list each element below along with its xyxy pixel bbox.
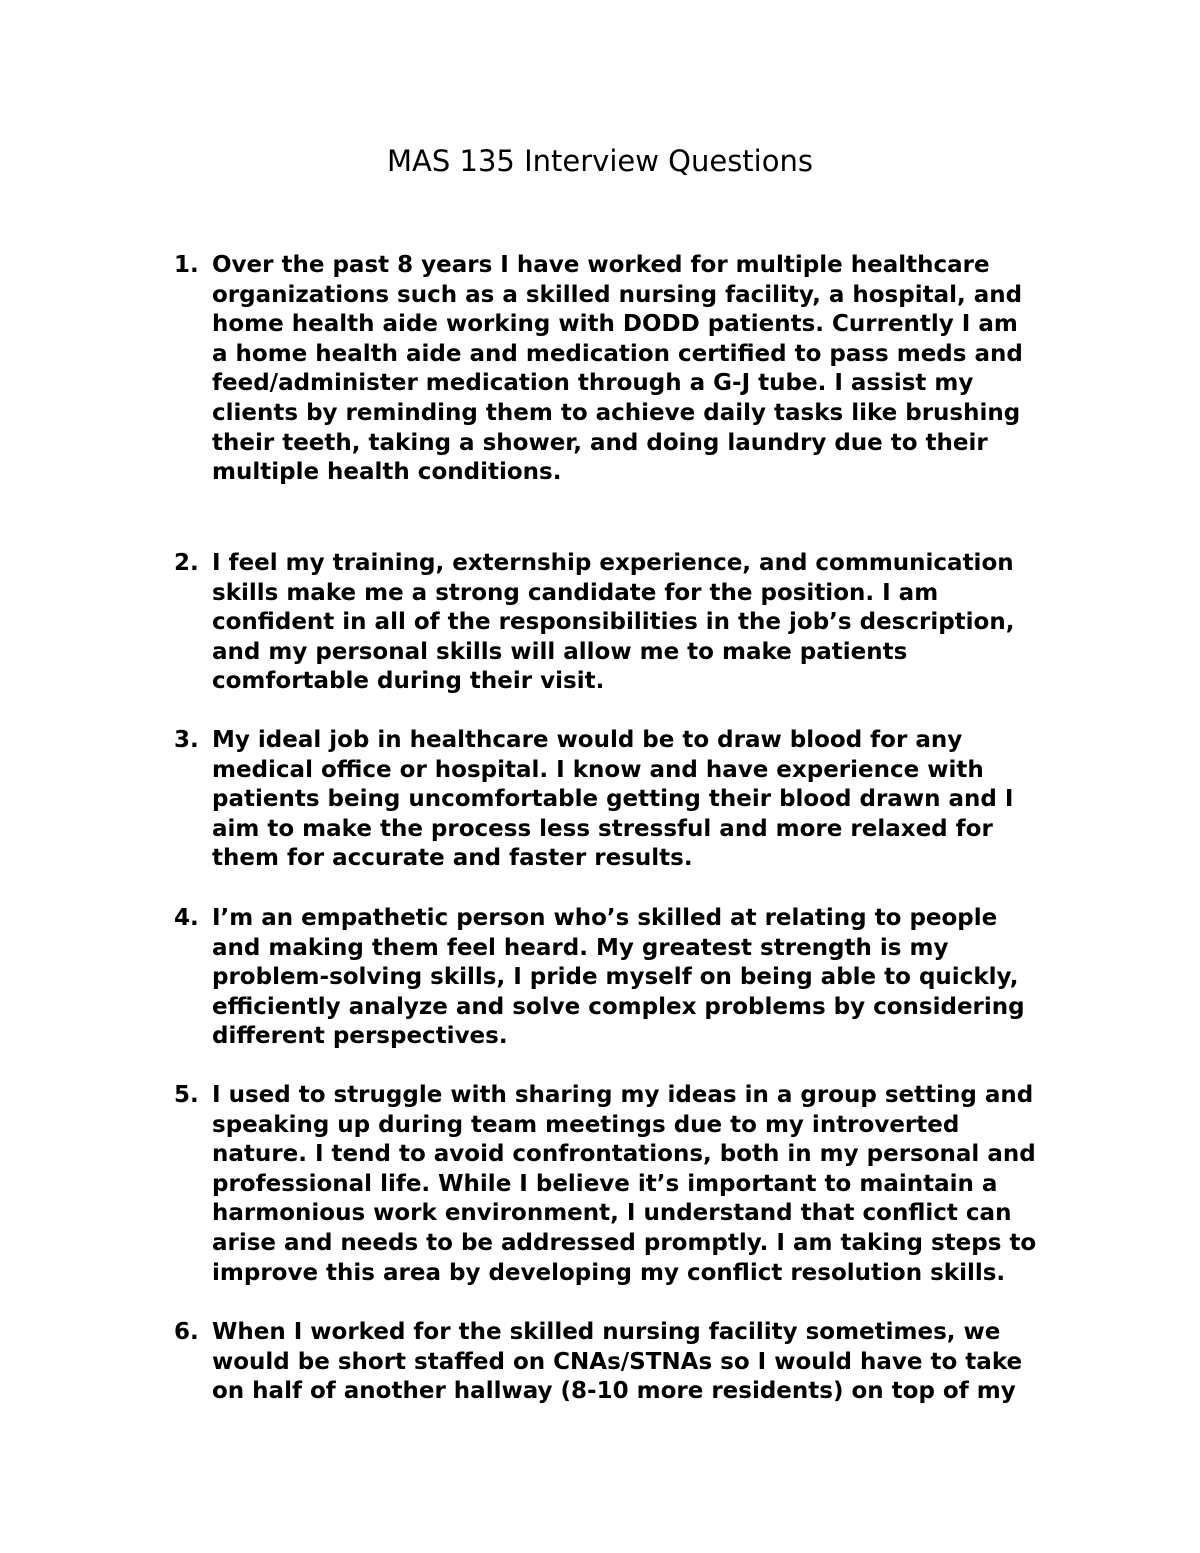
answer-line: I’m an empathetic person who’s skilled at relating to people — [212, 905, 998, 931]
answer-line: clients by reminding them to achieve daily tasks like brushing — [212, 399, 1021, 426]
answer-line: organizations such as a skilled nursing facility, a hospital, and — [212, 281, 1023, 308]
answer-line: and making them feel heard. My greatest strength is my — [212, 934, 949, 961]
answer-line: their teeth, taking a shower, and doing laundry due to their — [212, 429, 988, 456]
answer-line: them for accurate and faster results. — [212, 845, 693, 872]
answer-number: 5. — [174, 1082, 199, 1108]
answer-line: aim to make the process less stressful and more relaxed for — [212, 815, 993, 842]
answer-line: confident in all of the responsibilities in the job’s description, — [212, 609, 1015, 636]
answer-line: patients being uncomfortable getting their blood drawn and I — [212, 786, 1014, 813]
answer-line: professional life. While I believe it’s important to maintain a — [212, 1170, 998, 1197]
answer-line: My ideal job in healthcare would be to draw blood for any — [212, 727, 963, 753]
answer-line: problem-solving skills, I pride myself on being able to quickly, — [212, 964, 1019, 991]
answer-line: efficiently analyze and solve complex problems by considering — [212, 993, 1025, 1020]
answer-text — [212, 726, 1072, 874]
answer-line: comfortable during their visit. — [212, 668, 605, 695]
answer-number: 1. — [174, 252, 199, 278]
answer-text — [212, 549, 1072, 697]
answer-line: arise and needs to be addressed promptly. I am taking steps to — [212, 1229, 1037, 1256]
answer-line: I used to struggle with sharing my ideas in a group setting and — [212, 1082, 1034, 1108]
answer-number: 3. — [174, 727, 199, 753]
answer-line: medical office or hospital. I know and have experience with — [212, 756, 984, 783]
answer-line: different perspectives. — [212, 1023, 508, 1050]
answer-line: improve this area by developing my conflict resolution skills. — [212, 1259, 1006, 1286]
answer-line: feed/administer medication through a G-J tube. I assist my — [212, 370, 974, 397]
answer-line: When I worked for the skilled nursing facility sometimes, we — [212, 1319, 1001, 1345]
answer-line: nature. I tend to avoid confrontations, both in my personal and — [212, 1141, 1036, 1168]
answer-line: harmonious work environment, I understand that conflict can — [212, 1200, 1012, 1227]
answer-line: home health aide working with DODD patients. Currently I am — [212, 311, 1018, 338]
answer-number: 4. — [174, 905, 199, 931]
page-title: MAS 135 Interview Questions — [387, 144, 813, 178]
answer-line: speaking up during team meetings due to my introverted — [212, 1111, 960, 1138]
answer-line: on half of another hallway (8-10 more residents) on top of my — [212, 1378, 1016, 1405]
answer-line: Over the past 8 years I have worked for multiple healthcare — [212, 252, 990, 278]
answer-line: a home health aide and medication certified to pass meds and — [212, 340, 1023, 367]
answer-line: and my personal skills will allow me to make patients — [212, 638, 908, 665]
answer-text — [212, 1081, 1072, 1288]
answer-line: would be short staffed on CNAs/STNAs so I would have to take — [212, 1348, 1023, 1375]
answer-number: 6. — [174, 1319, 199, 1345]
answer-number: 2. — [174, 550, 199, 576]
answer-line: skills make me a strong candidate for the position. I am — [212, 579, 939, 606]
answer-text — [212, 251, 1072, 488]
answer-line: multiple health conditions. — [212, 459, 562, 486]
answer-line: I feel my training, externship experience, and communication — [212, 550, 1014, 576]
answer-text — [212, 904, 1072, 1052]
answer-text — [212, 1318, 1072, 1407]
